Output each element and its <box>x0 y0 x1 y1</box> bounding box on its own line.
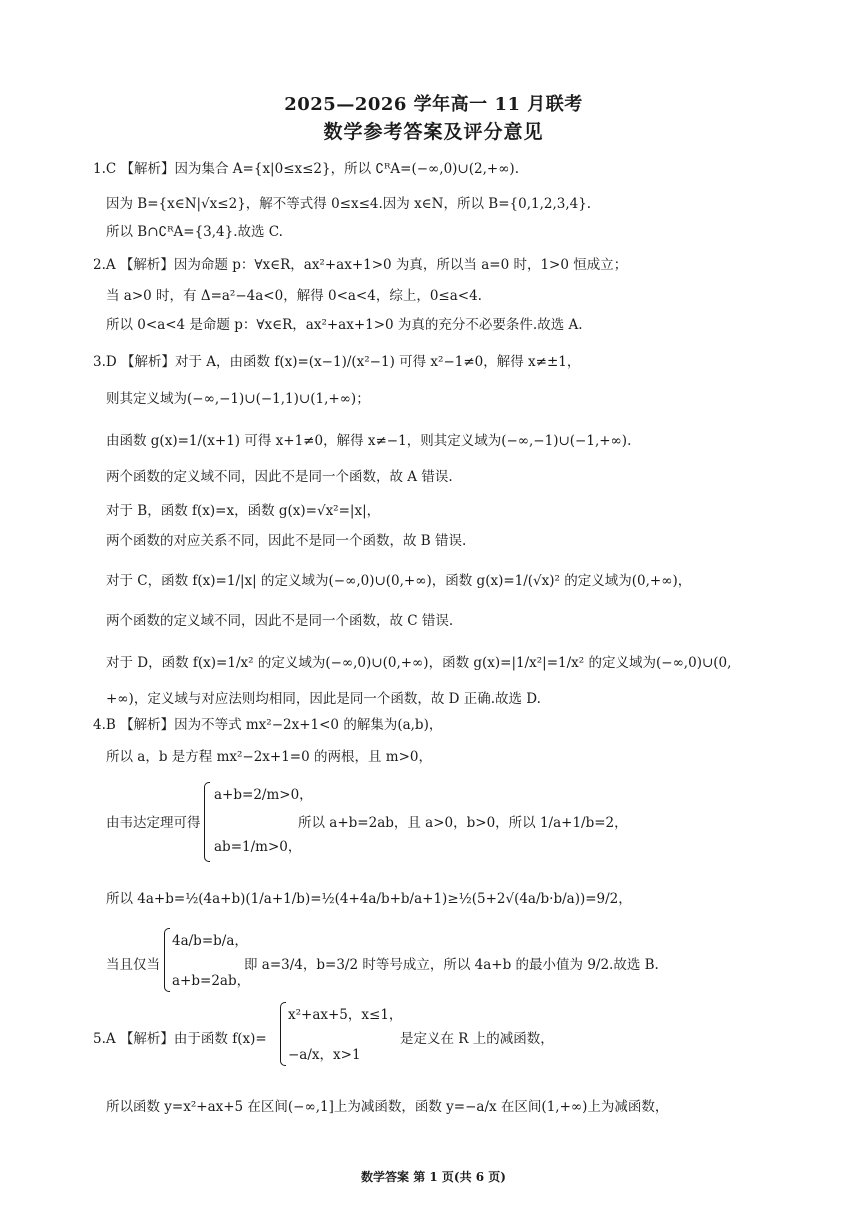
q1-line-3: 所以 B∩∁ᴿA={3,4}.故选 C. <box>106 224 283 240</box>
q4-line-4: 所以 4a+b=½(4a+b)(1/a+1/b)=½(4+4a/b+b/a+1)≥½(5+2√(4a/b·b/a))=9/2， <box>106 891 632 907</box>
q5-piecewise-case2: −a/x，x>1 <box>288 1047 361 1063</box>
q5-piecewise-brace <box>280 1002 286 1066</box>
q4-equality-result: 即 a=3/4，b=3/2 时等号成立，所以 4a+b 的最小值为 9/2.故选 B. <box>244 957 659 973</box>
q3-line-6: 两个函数的对应关系不同，因此不是同一个函数，故 B 错误. <box>106 533 467 549</box>
q2-line-3: 所以 0<a<4 是命题 p：∀x∈R，ax²+ax+1>0 为真的充分不必要条件.故选 A. <box>106 317 583 333</box>
q2-line-2: 当 a>0 时，有 Δ=a²−4a<0，解得 0<a<4，综上，0≤a<4. <box>106 288 482 304</box>
q5-line-1-tail: 是定义在 R 上的减函数， <box>400 1031 554 1047</box>
q4-line-2: 所以 a，b 是方程 mx²−2x+1=0 的两根，且 m>0， <box>106 749 432 765</box>
q4-equality-label: 当且仅当 <box>106 957 160 973</box>
q3-line-1: 3.D 【解析】对于 A，由函数 f(x)=(x−1)/(x²−1) 可得 x²−1≠0，解得 x≠±1， <box>93 354 581 370</box>
q5-line-2: 所以函数 y=x²+ax+5 在区间(−∞,1]上为减函数，函数 y=−a/x 在区间(1,+∞)上为减函数， <box>106 1099 669 1115</box>
exam-title: 2025—2026 学年高一 11 月联考 <box>284 94 583 115</box>
q1-line-2: 因为 B={x∈N|√x≤2}，解不等式得 0≤x≤4.因为 x∈N，所以 B={0,1,2,3,4}. <box>106 196 592 212</box>
answer-key-title: 数学参考答案及评分意见 <box>323 121 544 143</box>
q4-system-brace <box>204 782 210 862</box>
q3-line-7: 对于 C，函数 f(x)=1/|x| 的定义域为(−∞,0)∪(0,+∞)，函数 g(x)=1/(√x)² 的定义域为(0,+∞)， <box>106 573 692 589</box>
q3-line-10: +∞)，定义域与对应法则均相同，因此是同一个函数，故 D 正确.故选 D. <box>106 691 541 707</box>
q3-line-8: 两个函数的定义域不同，因此不是同一个函数，故 C 错误. <box>106 613 454 629</box>
q3-line-3: 由函数 g(x)=1/(x+1) 可得 x+1≠0，解得 x≠−1，则其定义域为(−∞,−1)∪(−1,+∞). <box>106 433 632 449</box>
page-footer: 数学答案 第 1 页(共 6 页) <box>361 1170 506 1184</box>
q4-system-eq1: a+b=2/m>0， <box>214 787 313 803</box>
q3-line-4: 两个函数的定义域不同，因此不是同一个函数，故 A 错误. <box>106 469 453 485</box>
q4-vieta-result: 所以 a+b=2ab，且 a>0，b>0，所以 1/a+1/b=2， <box>298 815 628 831</box>
q3-line-9: 对于 D，函数 f(x)=1/x² 的定义域为(−∞,0)∪(0,+∞)，函数 g(x)=|1/x²|=1/x² 的定义域为(−∞,0)∪(0, <box>106 655 732 671</box>
q4-system-eq2: ab=1/m>0， <box>214 839 302 855</box>
q3-line-2: 则其定义域为(−∞,−1)∪(−1,1)∪(1,+∞)； <box>106 391 370 407</box>
q4-vieta-label: 由韦达定理可得 <box>106 815 201 831</box>
q4-line-1: 4.B 【解析】因为不等式 mx²−2x+1<0 的解集为(a,b)， <box>93 717 443 733</box>
q5-piecewise-case1: x²+ax+5，x≤1， <box>288 1007 403 1023</box>
q4-equality-brace <box>164 928 170 992</box>
q4-equality-eq2: a+b=2ab， <box>172 973 251 989</box>
q4-equality-eq1: 4a/b=b/a， <box>172 933 248 949</box>
q5-line-1: 5.A 【解析】由于函数 f(x)= <box>93 1031 267 1047</box>
q3-line-5: 对于 B，函数 f(x)=x，函数 g(x)=√x²=|x|， <box>106 503 381 519</box>
q1-line-1: 1.C 【解析】因为集合 A={x|0≤x≤2}，所以 ∁ᴿA=(−∞,0)∪(2,+∞). <box>93 161 519 177</box>
q2-line-1: 2.A 【解析】因为命题 p：∀x∈R，ax²+ax+1>0 为真，所以当 a=0 时，1>0 恒成立； <box>93 257 628 273</box>
